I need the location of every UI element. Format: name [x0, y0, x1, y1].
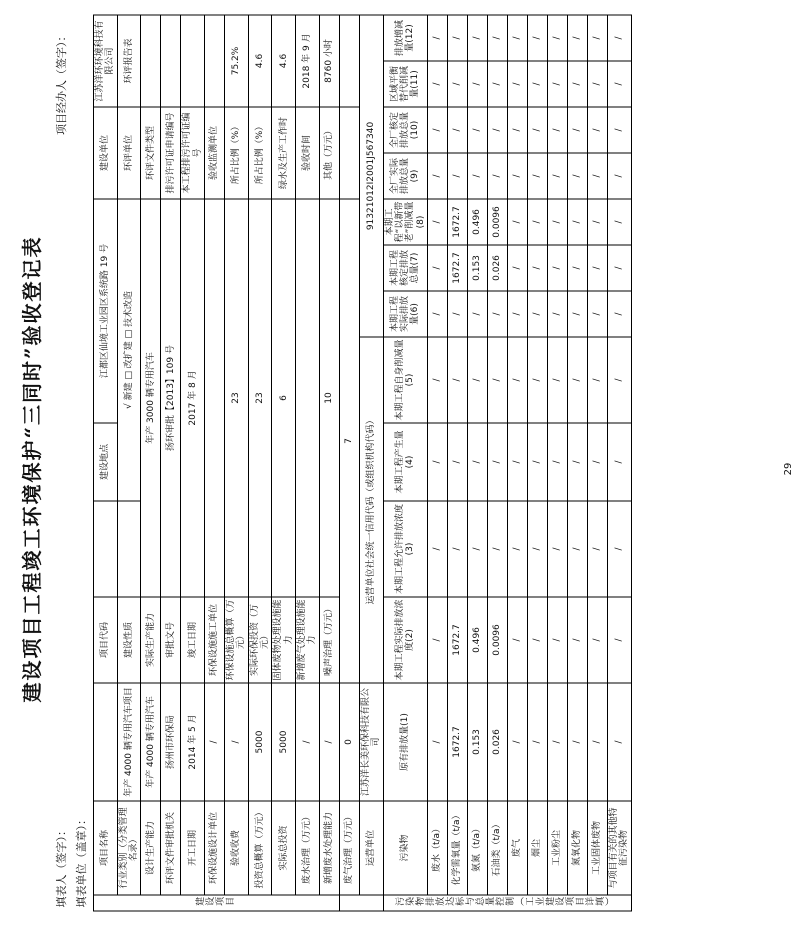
pollutant-cell: / [547, 14, 567, 60]
table-row [527, 14, 547, 910]
row-label-approval-no: 审批文号 [161, 596, 181, 682]
row-value-env-build-unit [205, 198, 225, 596]
pollutant-cell: 1672.7 [447, 596, 467, 682]
table-row [94, 14, 118, 910]
unit-seal-label: 填表单位（盖章）： [75, 813, 88, 907]
row-label-wasteair-treat: 废气治理（万元） [339, 800, 359, 894]
pollutant-cell: / [567, 14, 587, 60]
table-row [161, 14, 181, 910]
row-value-eia-unit: 环评报告表 [117, 14, 141, 106]
table-row [181, 14, 205, 910]
pollutant-cell: / [527, 422, 547, 500]
pollutant-name: 氨氮（t/a） [467, 800, 487, 894]
row-label-permit-no: 排污许可证申请编号 [161, 106, 181, 198]
col-header-self-reduce: 本期工程自身削减量(5) [383, 336, 427, 422]
row-label-complete-date: 竣工日期 [181, 596, 205, 682]
pollutant-cell: / [547, 106, 567, 152]
pollutant-cell: / [587, 422, 607, 500]
pollutant-cell: / [547, 500, 567, 596]
pollutant-cell: / [427, 198, 447, 244]
pollutant-name: 化学需氧量（t/a） [447, 800, 467, 894]
row-value-actual-ratio: 4.6 [248, 14, 272, 106]
row-label-eia-approver: 环评文件审批机关 [161, 800, 181, 894]
pollutant-cell: / [587, 14, 607, 60]
row-value-actual-capacity: 年产 3000 辆专用汽车 [141, 198, 161, 596]
row-value-monitor-unit [205, 14, 225, 106]
pollutant-cell: 0.153 [467, 244, 487, 290]
row-value-project-code [94, 500, 118, 596]
pollutant-cell: / [447, 422, 467, 500]
table-row [272, 14, 296, 910]
pollutant-cell: 1672.7 [447, 198, 467, 244]
table-row [607, 14, 631, 910]
pollutant-cell: / [507, 14, 527, 60]
pollutant-cell: / [587, 500, 607, 596]
pollutant-cell: / [607, 198, 631, 244]
row-label-solid-waste-capacity: 固体废物处理设施能力 [272, 596, 296, 682]
pollutant-cell: / [507, 596, 527, 682]
row-label-accept-time: 验收时间 [296, 106, 320, 198]
pollutant-cell: / [467, 14, 487, 60]
row-label-env-build-unit: 环保设施施工单位 [205, 596, 225, 682]
pollutant-cell: / [467, 290, 487, 336]
pollutant-cell: / [567, 682, 587, 800]
row-label-actual-ratio: 所占比例（%） [248, 106, 272, 198]
section-label-operator [339, 895, 383, 911]
pollutant-cell: / [527, 152, 547, 198]
row-value-operator-code: 91321012I2001J567340 [359, 14, 383, 336]
col-header-original: 原有排放量(1) [383, 682, 427, 800]
pollutant-cell: / [507, 60, 527, 106]
pollutant-cell: / [607, 106, 631, 152]
pollutant-cell: 0.153 [467, 682, 487, 800]
pollutant-cell: / [487, 14, 507, 60]
row-value-industry: 年产 4000 辆专用汽车项目 [117, 682, 141, 800]
pollutant-cell: / [567, 198, 587, 244]
pollutant-cell: / [607, 152, 631, 198]
row-label-operator: 运营单位 [359, 800, 383, 894]
pollutant-cell: / [527, 682, 547, 800]
pollutant-cell: / [527, 596, 547, 682]
pollutant-cell: / [447, 500, 467, 596]
row-value-noise-treat: 10 [319, 198, 339, 596]
row-label-project-name: 项目名称 [94, 800, 118, 894]
pollutant-cell: / [487, 152, 507, 198]
row-label-wastewater-treat: 废水治理（万元） [296, 800, 320, 894]
pollutant-cell: / [507, 500, 527, 596]
pollutant-cell: / [547, 290, 567, 336]
pollutant-cell: / [527, 336, 547, 422]
pollutant-cell: / [547, 596, 567, 682]
pollutant-cell: / [447, 60, 467, 106]
col-header-net-change: 排放增减量(12) [383, 14, 427, 60]
pollutant-cell: / [427, 290, 447, 336]
table-row [339, 14, 359, 910]
row-label-site: 建设地点 [94, 422, 118, 500]
pollutant-name: 烟尘 [527, 800, 547, 894]
pollutant-cell: / [527, 500, 547, 596]
row-label-industry: 行业类别（分类管理名录） [117, 800, 141, 894]
pollutant-name: 石油类（t/a） [487, 800, 507, 894]
pollutant-cell: / [607, 290, 631, 336]
pollutant-cell: / [567, 152, 587, 198]
pollutant-cell: / [427, 14, 447, 60]
row-label-noise-treat: 噪声治理（万元） [319, 596, 339, 682]
pollutant-cell: / [587, 596, 607, 682]
pollutant-cell: / [487, 60, 507, 106]
col-header-pollutant: 污染物 [383, 800, 427, 894]
pollutant-cell: / [507, 106, 527, 152]
table-row [141, 14, 161, 910]
pollutant-cell: / [487, 500, 507, 596]
pollutant-cell: / [587, 198, 607, 244]
pollutant-cell: / [527, 106, 547, 152]
row-label-monitor-unit: 验收监测单位 [205, 106, 225, 198]
col-header-region-offset: 区域平衡替代削减量(11) [383, 60, 427, 106]
pollutant-name: 氮氧化物 [567, 800, 587, 894]
row-value-design-capacity: 年产 4000 辆专用汽车 [141, 682, 161, 800]
page-title: 建设项目工程竣工环境保护“三同时”验收登记表 [20, 235, 44, 703]
pollutant-cell: / [547, 682, 567, 800]
table-row [487, 14, 507, 910]
table-row [248, 14, 272, 910]
table-row [359, 14, 383, 910]
pollutant-cell: / [507, 336, 527, 422]
pollutant-cell: / [427, 682, 447, 800]
row-label-work-hours: 绿水及生产工作时 [272, 106, 296, 198]
pollutant-cell: / [567, 290, 587, 336]
pollutant-cell: / [427, 60, 447, 106]
row-value-wasteair-noise: 7 [339, 198, 359, 682]
pollutant-cell: / [427, 106, 447, 152]
row-label-project-permit: 本工程排污许可证编号 [181, 106, 205, 198]
pollutant-cell: 0.0096 [487, 198, 507, 244]
pollutant-cell: / [427, 422, 447, 500]
row-value-eia-approver: 扬州市环保局 [161, 682, 181, 800]
unit-seal-row [73, 30, 89, 907]
row-value-env-budget: 23 [225, 198, 249, 596]
pollutant-cell: / [427, 500, 447, 596]
col-header-approved-total: 本期工程核定排放总量(7) [383, 244, 427, 290]
pollutant-cell: / [587, 290, 607, 336]
pollutant-cell: / [547, 336, 567, 422]
row-label-build-unit: 建设单位 [94, 106, 118, 198]
row-value-operator: 江苏洋长美环保科技有限公司 [359, 682, 383, 800]
pollutant-cell: / [607, 336, 631, 422]
row-value-start-date: 2014 年 5 月 [181, 682, 205, 800]
row-label-env-design-unit: 环保设施设计单位 [205, 800, 225, 894]
col-header-plant-approved: 全厂核定排放总量(10) [383, 106, 427, 152]
pollutant-cell: / [467, 336, 487, 422]
col-header-old-reduce: 本期工程“以新带老”削减量(8) [383, 198, 427, 244]
row-label-new-air-capacity: 新增废气处理设施能力 [296, 596, 320, 682]
pollutant-cell: / [487, 336, 507, 422]
row-value-accept-time: 2018 年 9 月 [296, 14, 320, 106]
table-row [427, 14, 447, 910]
pollutant-cell: / [467, 422, 487, 500]
table-row [587, 14, 607, 910]
pollutant-cell: / [507, 244, 527, 290]
row-value-wasteair-blank1 [339, 106, 359, 198]
row-value-acceptance-fee: / [225, 682, 249, 800]
row-label-total-budget: 投资总概算（万元） [248, 800, 272, 894]
pollutant-cell: / [507, 152, 527, 198]
pollutant-name: 与项目有关的其他特征污染物 [607, 800, 631, 894]
col-header-allowed-conc: 本期工程允许排放浓度(3) [383, 500, 427, 596]
row-value-doc-type [141, 14, 161, 106]
pollutant-cell: / [507, 422, 527, 500]
row-label-project-code: 项目代码 [94, 596, 118, 682]
pollutant-cell: / [447, 152, 467, 198]
pollutant-cell: / [567, 60, 587, 106]
pollutant-cell: / [427, 596, 447, 682]
pollutant-cell: / [567, 500, 587, 596]
pollutant-cell: / [547, 198, 567, 244]
pollutant-cell: / [567, 336, 587, 422]
signature-row [53, 30, 69, 907]
row-label-operator-code: 运营单位社会统一信用代码（或组织机构代码） [359, 336, 383, 682]
pollutant-cell: / [507, 290, 527, 336]
pollutant-cell: 0.0096 [487, 596, 507, 682]
row-value-site: 江都区仙境工业园区系统路 19 号 [94, 198, 118, 422]
col-header-actual-emission: 本期工程实际排放量(6) [383, 290, 427, 336]
pollutant-cell: / [587, 106, 607, 152]
manager-signature-label: 项目经办人（签字）： [55, 30, 68, 135]
pollutant-cell: 1672.7 [447, 244, 467, 290]
row-value-actual-total: 5000 [272, 682, 296, 800]
pollutant-cell: / [547, 152, 567, 198]
acceptance-form-table [93, 14, 632, 911]
pollutant-cell: 1672.7 [447, 682, 467, 800]
pollutant-cell: / [427, 244, 447, 290]
pollutant-cell: / [447, 106, 467, 152]
col-header-actual-conc: 本期工程实际排放浓度(2) [383, 596, 427, 682]
pollutant-cell: / [447, 290, 467, 336]
table-row [117, 14, 141, 910]
pollutant-cell: / [567, 596, 587, 682]
pollutant-cell: / [527, 198, 547, 244]
row-value-other-cost: 8760 小时 [319, 14, 339, 106]
table-row [547, 14, 567, 910]
pollutant-cell: 0.026 [487, 682, 507, 800]
pollutant-cell: / [607, 500, 631, 596]
filler-signature-label: 填表人（签字）： [55, 824, 68, 907]
col-header-generated: 本期工程产生量(4) [383, 422, 427, 500]
row-value-wastewater-treat: / [296, 682, 320, 800]
row-label-other-cost: 其他（万元） [319, 106, 339, 198]
row-value-new-water-capacity: / [319, 682, 339, 800]
pollutant-cell: / [507, 198, 527, 244]
row-label-env-budget: 环保设施总概算（万元） [225, 596, 249, 682]
pollutant-cell: 0.496 [467, 198, 487, 244]
pollutant-cell: / [507, 682, 527, 800]
section-label-construction: 建设项目 [94, 895, 340, 911]
pollutant-cell: / [427, 336, 447, 422]
pollutant-cell: / [567, 422, 587, 500]
pollutant-cell: / [567, 106, 587, 152]
pollutant-name: 废水（t/a） [427, 800, 447, 894]
pollutant-cell: / [447, 336, 467, 422]
table-row [383, 14, 427, 910]
pollutant-cell: / [427, 152, 447, 198]
table-row [447, 14, 467, 910]
row-value-project-permit [181, 14, 205, 106]
pollutant-cell: / [527, 244, 547, 290]
pollutant-cell: / [527, 60, 547, 106]
pollutant-cell: / [467, 152, 487, 198]
pollutant-cell: / [587, 244, 607, 290]
row-label-actual-env-invest: 实际环保投资（万元） [248, 596, 272, 682]
pollutant-cell: / [487, 106, 507, 152]
table-row [205, 14, 225, 910]
row-value-actual-env-invest: 23 [248, 198, 272, 596]
table-row [319, 14, 339, 910]
row-value-new-air-capacity [296, 198, 320, 596]
row-value-build-unit: 江苏洋环环境科技有限公司 [94, 14, 118, 106]
pollutant-cell: / [607, 596, 631, 682]
row-value-project-name [94, 682, 118, 800]
row-value-total-budget: 5000 [248, 682, 272, 800]
pollutant-cell: / [587, 60, 607, 106]
row-label-new-water-capacity: 新增废水处理能力 [319, 800, 339, 894]
row-label-actual-capacity: 实际生产能力 [141, 596, 161, 682]
pollutant-cell: / [547, 244, 567, 290]
pollutant-cell: / [487, 290, 507, 336]
row-label-start-date: 开工日期 [181, 800, 205, 894]
row-value-permit-no [161, 14, 181, 106]
pollutant-cell: / [447, 14, 467, 60]
pollutant-cell: / [567, 244, 587, 290]
pollutant-cell: / [587, 682, 607, 800]
row-value-env-ratio: 75.2% [225, 14, 249, 106]
table-row [507, 14, 527, 910]
row-value-nature-options: √ 新建 □ 改扩建 □ 技术改造 [117, 198, 141, 500]
row-value-nature [117, 500, 141, 596]
pollutant-cell: / [607, 14, 631, 60]
pollutant-cell: / [527, 290, 547, 336]
pollutant-cell: / [607, 244, 631, 290]
table-row [296, 14, 320, 910]
pollutant-cell: 0.496 [467, 596, 487, 682]
pollutant-cell: / [587, 152, 607, 198]
pollutant-cell: / [527, 14, 547, 60]
table-row [225, 14, 249, 910]
pollutant-name: 工业固体废物 [587, 800, 607, 894]
pollutant-cell: / [487, 422, 507, 500]
table-row [467, 14, 487, 910]
row-label-eia-unit: 环评单位 [117, 106, 141, 198]
pollutant-name: 废气 [507, 800, 527, 894]
col-header-plant-actual: 全厂实际排放总量(9) [383, 152, 427, 198]
page-number: 29 [783, 462, 794, 475]
pollutant-cell: / [607, 422, 631, 500]
row-label-actual-total: 实际总投资 [272, 800, 296, 894]
row-label-nature: 建设性质 [117, 596, 141, 682]
table-row [567, 14, 587, 910]
row-value-approval-no: 扬环审批【2013】109 号 [161, 198, 181, 596]
row-label-acceptance-fee: 验收收费 [225, 800, 249, 894]
row-label-design-capacity: 设计生产能力 [141, 800, 161, 894]
pollutant-cell: / [467, 106, 487, 152]
pollutant-name: 工业粉尘 [547, 800, 567, 894]
pollutant-cell: 0.026 [487, 244, 507, 290]
row-value-wasteair-blank2 [339, 14, 359, 106]
row-value-complete-date: 2017 年 8 月 [181, 198, 205, 596]
pollutant-cell: / [607, 60, 631, 106]
pollutant-cell: / [587, 336, 607, 422]
row-label-doc-type: 环评文件类型 [141, 106, 161, 198]
row-value-env-design-unit: / [205, 682, 225, 800]
pollutant-cell: / [607, 682, 631, 800]
row-label-env-ratio: 所占比例（%） [225, 106, 249, 198]
section-label-pollution: 污染物排放达标与总量控制（工业建设项目详填） [383, 895, 631, 911]
row-value-solid-waste-capacity: 6 [272, 198, 296, 596]
row-value-wasteair-treat: 0 [339, 682, 359, 800]
pollutant-cell: / [467, 60, 487, 106]
pollutant-cell: / [547, 422, 567, 500]
pollutant-cell: / [547, 60, 567, 106]
pollutant-cell: / [467, 500, 487, 596]
row-value-work-hours: 4.6 [272, 14, 296, 106]
